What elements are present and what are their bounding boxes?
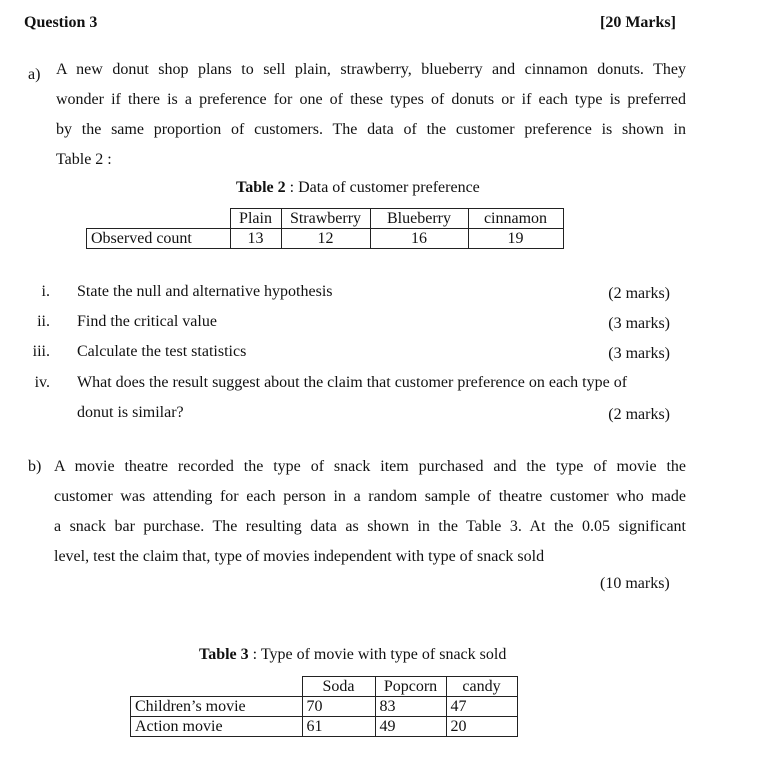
part-b-line: a snack bar purchase. The resulting data as shown in the Table 3. At the 0.05 significant (54, 518, 686, 535)
table2 (86, 208, 564, 249)
table-row (87, 209, 564, 229)
table2-caption-label: Table 2 (236, 179, 286, 196)
subq-number: iv. (34, 374, 50, 391)
subq-text: Calculate the test statistics (77, 343, 247, 360)
part-b-marks: (10 marks) (600, 575, 670, 592)
part-a-line: wonder if there is a preference for one of these types of donuts or if each type is preferred (56, 91, 686, 108)
table3-caption-text: : Type of movie with type of snack sold (248, 646, 507, 663)
part-b-paragraph (54, 452, 686, 572)
subq-number: iii. (32, 343, 50, 360)
table-row (131, 717, 518, 737)
table2-header: Strawberry (281, 209, 370, 229)
table2-row-label: Observed count (87, 229, 231, 249)
subq-text-continued: donut is similar? (77, 404, 184, 421)
table3-cell: 61 (302, 717, 375, 737)
table3-cell: 83 (375, 697, 446, 717)
table2-header: Blueberry (370, 209, 468, 229)
part-b-line: A movie theatre recorded the type of snack item purchased and the type of movie the (54, 458, 686, 475)
table2-caption-text: : Data of customer preference (285, 179, 480, 196)
table2-cell: 16 (370, 229, 468, 249)
part-a-paragraph (56, 55, 686, 175)
table-row (87, 229, 564, 249)
table3-cell: 20 (446, 717, 517, 737)
table-row (131, 697, 518, 717)
subq-marks: (3 marks) (608, 315, 670, 332)
subq-marks: (2 marks) (608, 406, 670, 423)
part-a-line: by the same proportion of customers. The data of the customer preference is shown in (56, 121, 686, 138)
total-marks: [20 Marks] (600, 14, 676, 31)
table3-row-label: Children’s movie (131, 697, 303, 717)
table3-header: Popcorn (375, 677, 446, 697)
table-row (131, 677, 518, 697)
subq-text: What does the result suggest about the claim that customer preference on each type of (77, 374, 628, 391)
table3-caption (199, 646, 506, 664)
part-b-line: customer was attending for each person in a random sample of theatre customer who made (54, 488, 686, 505)
part-b-label: b) (28, 458, 42, 475)
subq-text: Find the critical value (77, 313, 217, 330)
subq-text: State the null and alternative hypothesis (77, 283, 333, 300)
subq-number: i. (41, 283, 50, 300)
table3-header: candy (446, 677, 517, 697)
table2-caption (236, 179, 480, 197)
table2-cell: 13 (230, 229, 281, 249)
part-a-label: a) (28, 66, 41, 83)
subq-marks: (2 marks) (608, 285, 670, 302)
subq-marks: (3 marks) (608, 345, 670, 362)
question-title: Question 3 (24, 14, 98, 31)
part-a-line: Table 2 : (56, 151, 112, 168)
table2-header: cinnamon (468, 209, 563, 229)
part-a-line: A new donut shop plans to sell plain, strawberry, blueberry and cinnamon donuts. They (56, 61, 686, 78)
table3-cell: 47 (446, 697, 517, 717)
table2-cell: 19 (468, 229, 563, 249)
table3-caption-label: Table 3 (199, 646, 249, 663)
table3 (130, 676, 518, 737)
table3-row-label: Action movie (131, 717, 303, 737)
table2-header: Plain (230, 209, 281, 229)
table3-cell: 49 (375, 717, 446, 737)
table2-cell: 12 (281, 229, 370, 249)
subq-number: ii. (37, 313, 50, 330)
table3-header: Soda (302, 677, 375, 697)
part-b-line: level, test the claim that, type of movies independent with type of snack sold (54, 548, 545, 565)
table3-cell: 70 (302, 697, 375, 717)
